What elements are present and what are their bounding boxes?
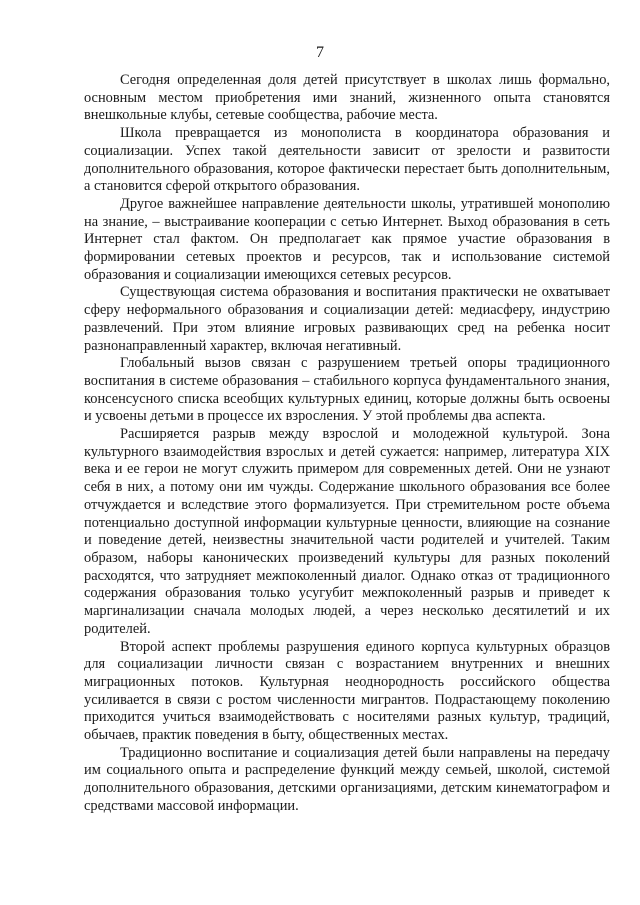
page-number: 7 — [316, 44, 324, 61]
paragraph: Существующая система образования и воспитания практически не охватывает сферу неформального образования и социализации детей: медиасферу, индустрию развлечений. При этом влияние игровых развивающих сред на ребенка носит разнонаправленный характер, включая негативный. — [84, 284, 610, 354]
paragraph: Традиционно воспитание и социализация детей были направлены на передачу им социального опыта и распределение функций между семьей, школой, системой дополнительного образования, детскими организациями, детским кинематографом и средствами массовой информации. — [84, 744, 610, 814]
paragraph: Глобальный вызов связан с разрушением третьей опоры традиционного воспитания в системе образования – стабильного корпуса фундаментального знания, консенсусного списка всеобщих культурных единиц, которые должны быть освоены и усвоены детьми в процессе их взросления. У этой проблемы два аспекта. — [84, 355, 610, 425]
paragraph: Второй аспект проблемы разрушения единого корпуса культурных образцов для социализации личности связан с возрастанием внутренних и внешних миграционных потоков. Культурная неоднородность российского общества усиливается в связи с ростом численности мигрантов. Подрастающему поколению приходится учиться взаимодействовать с носителями разных культур, традиций, обычаев, практик поведения в быту, общественных местах. — [84, 638, 610, 744]
body-text — [84, 72, 610, 816]
paragraph: Сегодня определенная доля детей присутствует в школах лишь формально, основным местом приобретения ими знаний, жизненного опыта становятся внешкольные клубы, сетевые сообщества, рабочие места. — [84, 72, 610, 124]
paragraph: Школа превращается из монополиста в координатора образования и социализации. Успех такой деятельности зависит от зрелости и развитости дополнительного образования, которое фактически перестает быть дополнительным, а становится сферой открытого образования. — [84, 125, 610, 195]
paragraph: Другое важнейшее направление деятельности школы, утратившей монополию на знание, – выстраивание кооперации с сетью Интернет. Выход образования в сеть Интернет стал фактом. Он предполагает как прямое участие образования в формировании сетевых проектов и ресурсов, так и использование системой образования и социализации имеющихся сетевых ресурсов. — [84, 195, 610, 283]
paragraph: Расширяется разрыв между взрослой и молодежной культурой. Зона культурного взаимодействия взрослых и детей сужается: например, литература XIX века и ее герои не могут служить примером для современных детей. Они не узнают себя в них, а потому они им чужды. Содержание школьного образования все более отчуждается и вследствие этого формализуется. При стремительном росте объема потенциально доступной информации культурные ценности, влияющие на сознание и поведение детей, неизвестны значительной части родителей и учителей. Таким образом, наборы канонических произведений культуры для разных поколений расходятся, что затрудняет межпоколенный диалог. Однако отказ от традиционного содержания образования только усугубит межпоколенный разрыв и приведет к маргинализации сначала молодых людей, а через несколько десятилетий и их родителей. — [84, 426, 610, 637]
